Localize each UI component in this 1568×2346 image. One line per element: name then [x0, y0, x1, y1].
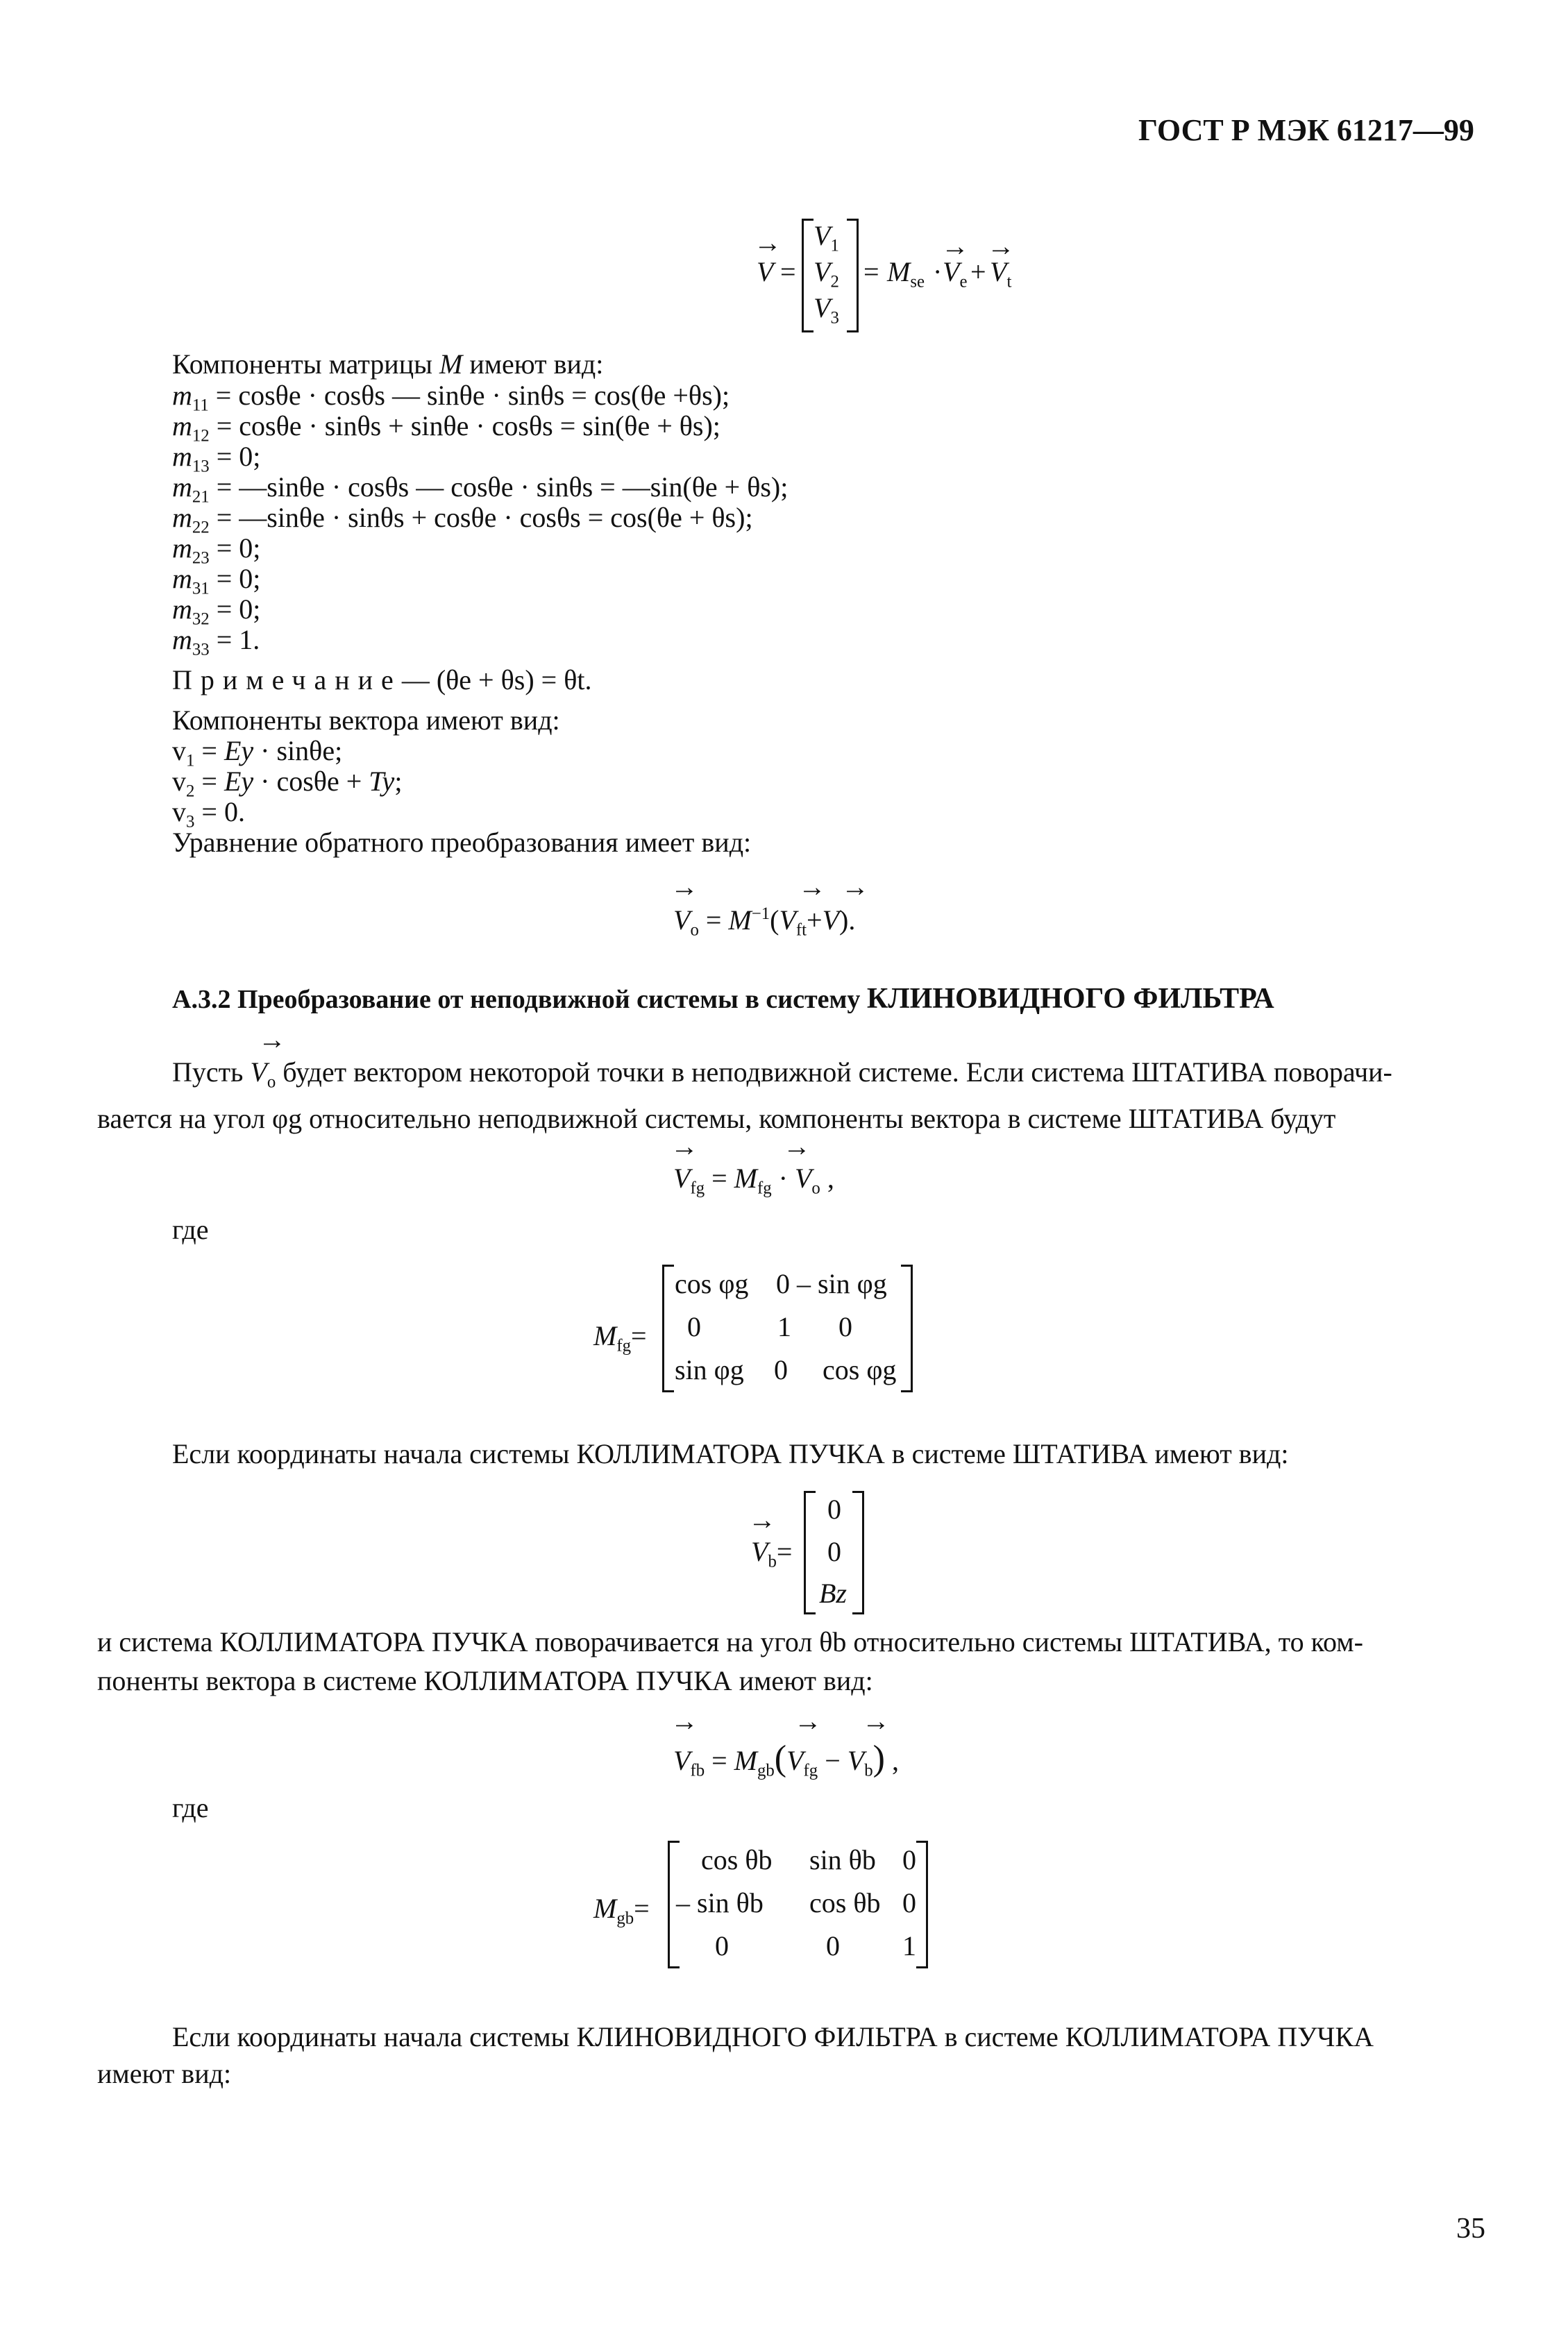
formula-line: $m_{12} = \cos\theta e \cdot \sin\theta s + \sin\theta e \cdot \cos\theta s = \sin(\theta e + \theta s)$;	[172, 410, 720, 446]
eq-dot: ·	[933, 256, 943, 287]
note-text: — (θe + θs) = θt.	[401, 664, 592, 695]
where-label: где	[172, 1214, 209, 1245]
matrix-bracket-right	[916, 1841, 928, 1968]
vector-arrow: →	[941, 230, 969, 262]
vector-arrow: →	[783, 1131, 811, 1162]
formula-line: $m_{13} = 0$;	[172, 441, 261, 476]
text-line: Компоненты матрицы M имеют вид:	[172, 348, 604, 380]
matrix-cell: sin φg	[675, 1354, 744, 1385]
matrix-bracket-right	[847, 219, 859, 332]
formula-line: $m_{31} = 0$;	[172, 563, 261, 598]
text-line: Уравнение обратного преобразования имеет вид:	[172, 827, 752, 858]
matrix-cell: 0	[827, 1494, 841, 1525]
text-line: Пусть $V_o$ будет вектором некоторой точки в неподвижной системе. Если система ШТАТИВА поворачи-	[172, 1056, 1392, 1092]
matrix-cell: 0	[827, 1536, 841, 1567]
matrix-bracket-right	[852, 1491, 864, 1614]
matrix-cell: 0 – sin φg	[776, 1268, 887, 1299]
vector-arrow: →	[862, 1705, 890, 1737]
note-line	[172, 666, 591, 694]
matrix-bracket-left	[662, 1265, 674, 1392]
vector-arrow: →	[987, 230, 1015, 262]
text-line: Компоненты вектора имеют вид:	[172, 704, 560, 736]
matrix-cell: cos θb	[701, 1844, 773, 1875]
matrix-cell: 0	[774, 1354, 788, 1385]
text-line: и система КОЛЛИМАТОРА ПУЧКА поворачивается на угол θb относительно системы ШТАТИВА, то ком-	[97, 1626, 1363, 1657]
where-label: где	[172, 1792, 209, 1823]
text-line: имеют вид:	[97, 2058, 232, 2089]
text-line: Если координаты начала системы КЛИНОВИДНОГО ФИЛЬТРА в системе КОЛЛИМАТОРА ПУЧКА	[172, 2021, 1374, 2052]
matrix-cell: 0	[715, 1930, 729, 1961]
vector-entry: $V_1$	[813, 220, 839, 255]
vector-arrow: →	[798, 871, 826, 902]
vector-arrow: →	[841, 871, 869, 902]
section-heading: А.3.2 Преобразование от неподвижной системы в систему КЛИНОВИДНОГО ФИЛЬТРА	[172, 983, 1274, 1015]
matrix-cell: cos φg	[675, 1268, 749, 1299]
eq-term: $V_e$	[943, 256, 968, 292]
matrix-name: $M_{fg}=$	[593, 1320, 647, 1356]
vector-entry: $V_2$	[813, 256, 839, 292]
vector-arrow: →	[794, 1705, 822, 1737]
formula-line: $m_{33} = 1$.	[172, 624, 260, 659]
formula-line: $m_{21}$ = —sinθe · cosθs — cosθe · sinθs = —sin(θe + θs);	[172, 471, 789, 507]
matrix-bracket-left	[802, 219, 813, 332]
vector-arrow: →	[748, 1504, 776, 1535]
vector-arrow: →	[258, 1024, 286, 1055]
matrix-cell: 0	[826, 1930, 840, 1961]
formula-line: $v_2 = Ey \cdot \cos\theta e + Ty$;	[172, 766, 403, 801]
vector-entry: $V_3$	[813, 292, 839, 328]
formula-line: $m_{22}$ = —sinθe · sinθs + cosθe · cosθs = cos(θe + θs);	[172, 502, 753, 537]
text-line: Если координаты начала системы КОЛЛИМАТОРА ПУЧКА в системе ШТАТИВА имеют вид:	[172, 1438, 1289, 1469]
vector-name: $V_b=$	[751, 1536, 793, 1571]
matrix-cell: 1	[777, 1311, 791, 1342]
matrix-bracket-right	[901, 1265, 913, 1392]
vector-arrow: →	[671, 1131, 698, 1162]
matrix-bracket-left	[804, 1491, 816, 1614]
eq-sign: =	[780, 256, 796, 287]
eq-plus: +	[970, 256, 986, 287]
text-line: поненты вектора в системе КОЛЛИМАТОРА ПУЧКА имеют вид:	[97, 1665, 873, 1696]
formula-inverse: $V_o = M^{-1}(V_{ft}+V)$.	[673, 904, 856, 940]
matrix-name: $M_{gb}=$	[593, 1893, 650, 1928]
formula-line: $m_{11} = \cos\theta e \cdot \cos\theta s$ — sinθe · sinθs = cos(θe +θs);	[172, 380, 730, 415]
eq-term: $M_{se}$	[887, 256, 925, 292]
matrix-cell: cos θb	[809, 1887, 881, 1918]
formula-line: $m_{23} = 0$;	[172, 532, 261, 568]
matrix-cell: sin θb	[809, 1844, 876, 1875]
note-label: Примечание	[172, 664, 402, 695]
page-number: 35	[1456, 2213, 1485, 2245]
formula-line: $m_{32} = 0$;	[172, 593, 261, 629]
eq-sign: =	[863, 256, 879, 287]
vector-arrow: →	[754, 227, 782, 258]
text-line: вается на угол φg относительно неподвижной системы, компоненты вектора в системе ШТАТИВА будут	[97, 1103, 1336, 1134]
document-header: ГОСТ Р МЭК 61217—99	[1138, 113, 1474, 147]
matrix-cell: – sin θb	[676, 1887, 764, 1918]
eq-term: $V_t$	[990, 256, 1012, 292]
vector-arrow: →	[671, 1705, 698, 1737]
matrix-cell: cos φg	[823, 1354, 897, 1385]
formula-line: $v_3 = 0$.	[172, 796, 245, 832]
formula-fb: $V_{fb} = M_{gb}(V_{fg} - V_b)$ ,	[673, 1739, 899, 1780]
vector-arrow: →	[671, 871, 698, 902]
matrix-cell: 1	[902, 1930, 916, 1961]
formula-fg: $V_{fg} = M_{fg} \cdot V_o$ ,	[673, 1163, 834, 1198]
matrix-cell: 0	[687, 1311, 701, 1342]
matrix-cell: Bz	[819, 1578, 847, 1609]
matrix-cell: 0	[838, 1311, 852, 1342]
matrix-cell: 0	[902, 1887, 916, 1918]
matrix-cell: 0	[902, 1844, 916, 1875]
formula-line: $v_1 = Ey \cdot \sin\theta e$;	[172, 735, 343, 770]
eq-symbol: V	[757, 256, 774, 287]
